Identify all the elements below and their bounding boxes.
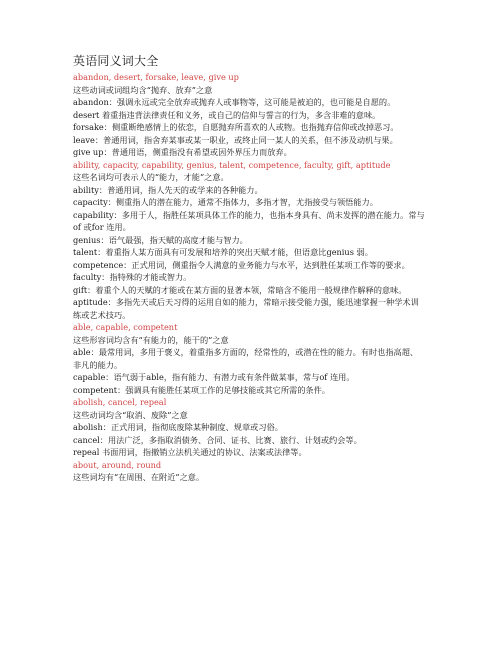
entry-able: able：最常用词，多用于褒义，着重指多方面的，经常性的，或潜在性的能力。有时也指高超、非凡的能力。 — [73, 347, 419, 370]
entry-capable: capable：语气弱于able，指有能力、有潜力或有条件做某事，常与of 连用。 — [73, 372, 355, 382]
group-subtitle: 这些名词均可表示人的“能力，才能”之意。 — [73, 172, 229, 182]
entry-genius: genius：语气最强，指天赋的高度才能与智力。 — [73, 234, 248, 245]
group-heading: about, around, round — [73, 459, 162, 470]
group-subtitle: 这些词均有“在周围、在附近”之意。 — [73, 472, 205, 482]
group-heading: able, capable, competent — [73, 322, 178, 332]
entry-gift: gift：着重个人的天赋的才能或在某方面的显著本领，常暗含不能用一般规律作解释的意味。 — [73, 284, 407, 295]
entry-abolish: abolish：正式用词，指彻底废除某种制度、规章或习俗。 — [73, 422, 283, 432]
entry-competence: competence：正式用词，侧重指令人满意的业务能力与水平，达到胜任某项工作等的要求。 — [73, 259, 410, 270]
entry-faculty: faculty：指特殊的才能或智力。 — [73, 272, 192, 282]
document-title: 英语同义词大全 — [73, 54, 159, 68]
synonym-group-able — [73, 321, 425, 396]
group-heading: abandon, desert, forsake, leave, give up — [73, 72, 239, 82]
group-heading: ability, capacity, capability, genius, talent, competence, faculty, gift, aptitude — [73, 159, 391, 170]
group-heading: abolish, cancel, repeal — [73, 397, 167, 407]
synonym-group-abolish — [73, 396, 425, 459]
entry-aptitude: aptitude：多指先天或后天习得的运用自如的能力，常暗示接受能力强，能迅速掌握一种学术训练或艺术技巧。 — [73, 297, 419, 320]
entry-capability: capability：多用于人，指胜任某项具体工作的能力，也指本身具有、尚未发挥的潜在能力。常与of 或for 连用。 — [73, 209, 425, 232]
entry-give-up: give up：普通用语，侧重指没有希望或因外界压力而放弃。 — [73, 147, 292, 157]
document-page — [73, 54, 425, 484]
entry-desert: desert 着重指违背法律责任和义务，或自己的信仰与誓言的行为，多含非难的意味。 — [73, 109, 381, 120]
group-subtitle: 这些动词均含“取消、废除”之意 — [73, 409, 188, 420]
entry-competent: competent：强调具有能胜任某项工作的足够技能或其它所需的条件。 — [73, 384, 330, 395]
entry-repeal: repeal 书面用词，指撤销立法机关通过的协议、法案或法律等。 — [73, 447, 307, 457]
synonym-group-abandon — [73, 71, 425, 159]
synonym-group-about — [73, 459, 425, 484]
group-subtitle: 这些动词或词组均含“抛弃、放弃”之意 — [73, 84, 213, 95]
entry-talent: talent：着重指人某方面具有可发展和培养的突出天赋才能，但语意比genius 弱。 — [73, 247, 373, 257]
entry-forsake: forsake：侧重断绝感情上的依恋，自愿抛弃所喜欢的人或物。也指抛弃信仰或改掉恶习。 — [73, 122, 399, 132]
entry-abandon: abandon：强调永远或完全放弃或抛弃人或事物等，这可能是被迫的，也可能是自愿的。 — [73, 97, 396, 107]
entry-cancel: cancel：用法广泛，多指取消债务、合同、证书、比赛、旅行、计划或约会等。 — [73, 434, 362, 445]
synonym-group-ability — [73, 159, 425, 322]
group-subtitle: 这些形容词均含有“有能力的，能干的”之意 — [73, 334, 229, 345]
entry-capacity: capacity：侧重指人的潜在能力，通常不指体力，多指才智，尤指接受与领悟能力。 — [73, 197, 378, 207]
entry-leave: leave：普通用词，指舍弃某事或某一职业，或终止同一某人的关系，但不涉及动机与果。 — [73, 134, 398, 145]
entry-ability: ability：普通用词，指人先天的或学来的各种能力。 — [73, 184, 263, 195]
